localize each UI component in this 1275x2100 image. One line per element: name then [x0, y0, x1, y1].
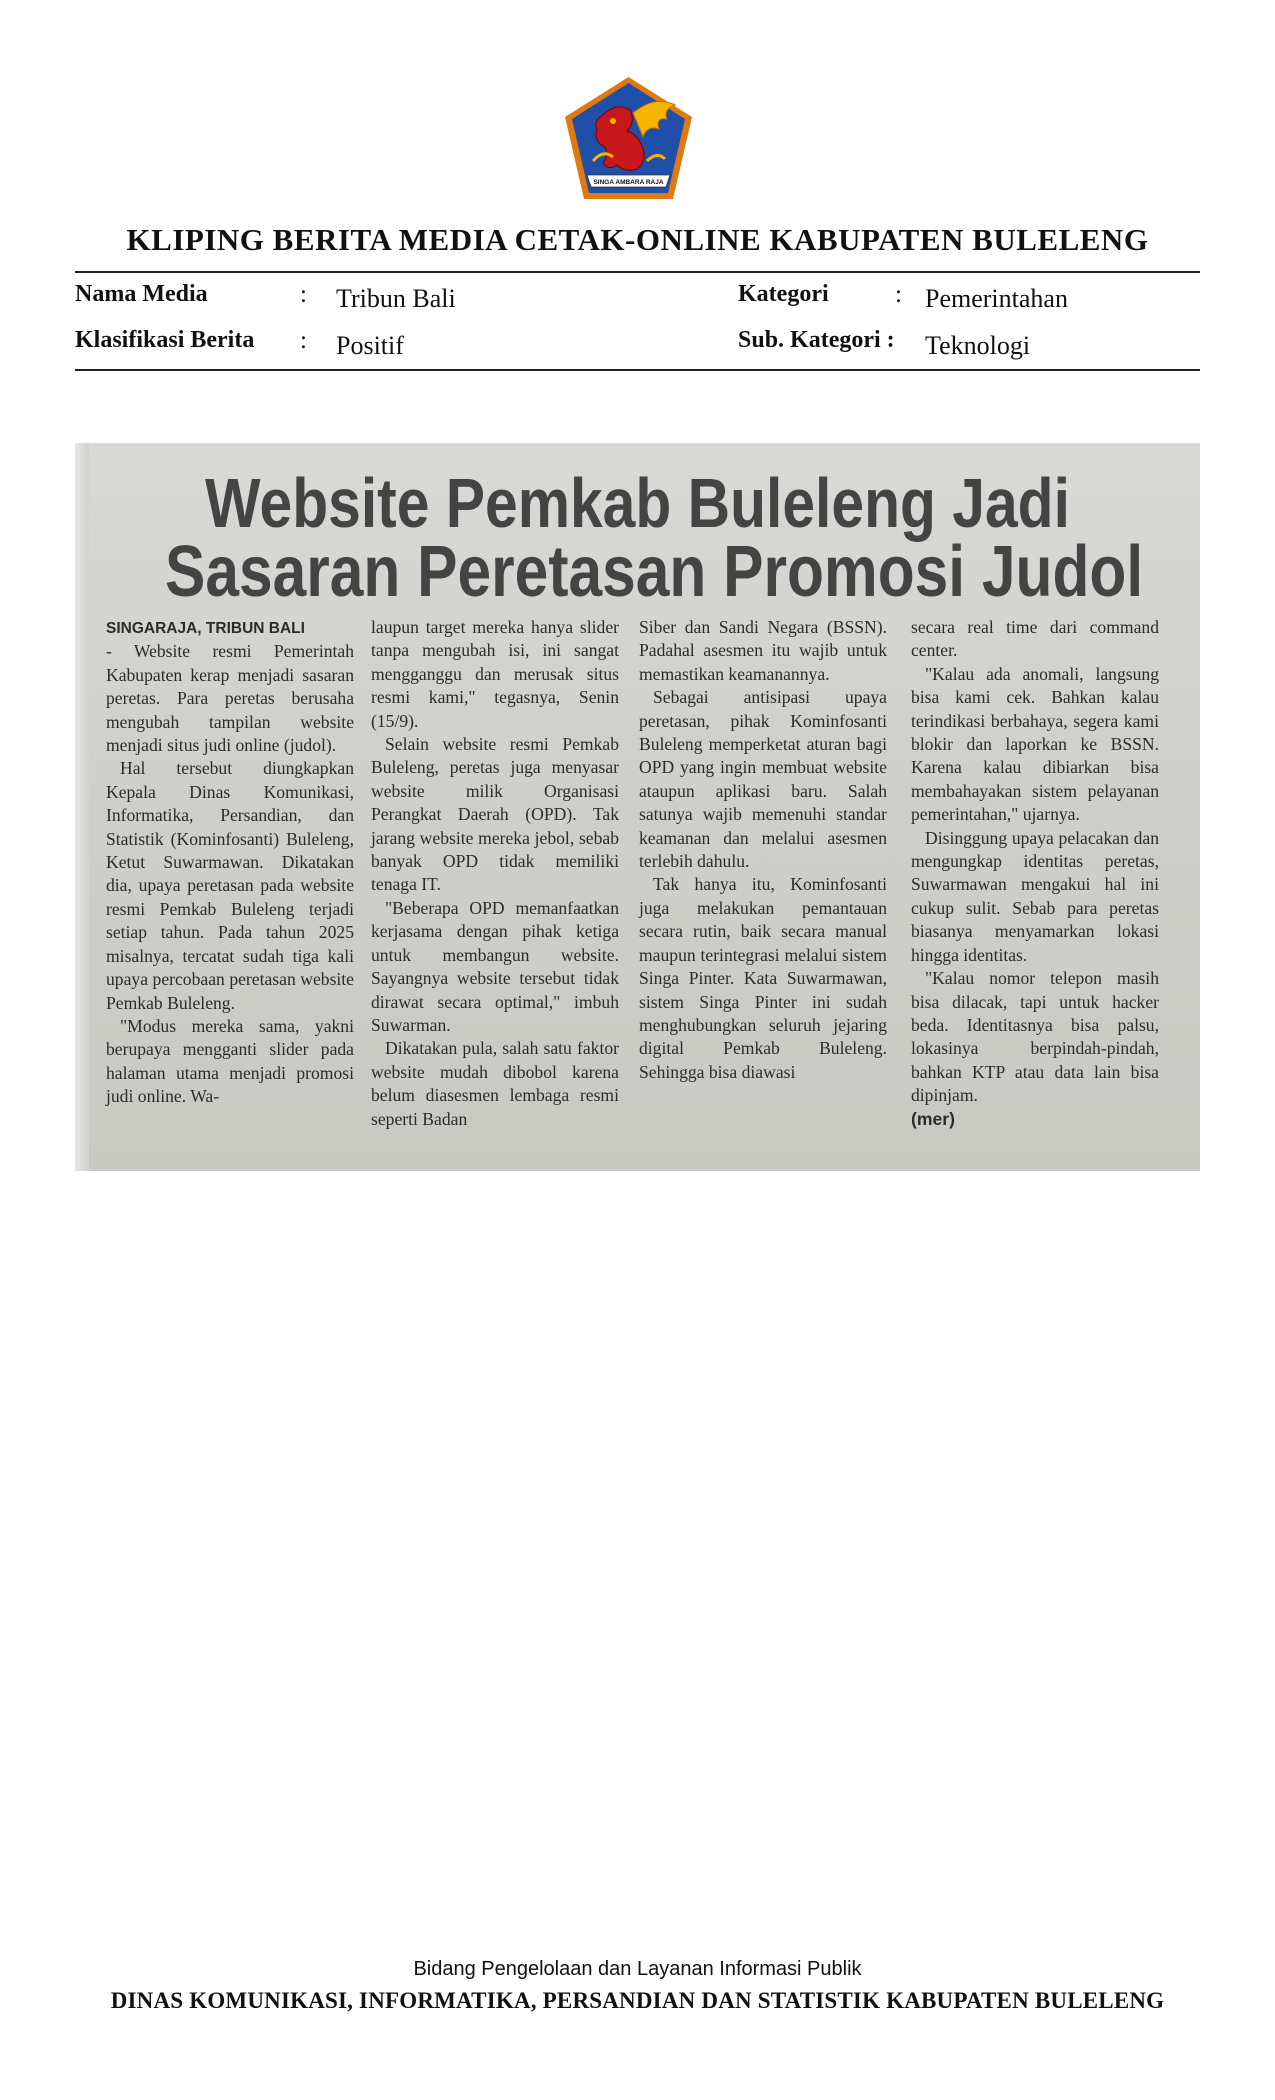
kategori-separator: :: [895, 281, 902, 308]
subkategori-value: Teknologi: [925, 331, 1031, 360]
article-paragraph: Hal tersebut diungkapkan Kepala Dinas Komunikasi, Informatika, Persandian, dan Statistik (Kominfosanti) Buleleng, Ketut Suwarmawan. Dikatakan dia, upaya peretasan pada website resmi Pemkab Buleleng terjadi setiap tahun. Pada tahun 2025 misalnya, tercatat sudah tiga kali upaya percobaan peretasan website Pemkab Buleleng.: [106, 758, 354, 1013]
klasifikasi-label: Klasifikasi Berita: [75, 327, 255, 353]
article-dateline: SINGARAJA, TRIBUN BALI: [106, 620, 305, 637]
media-value: Tribun Bali: [336, 284, 456, 313]
buleleng-crest-logo: [563, 75, 694, 201]
newspaper-clipping: [75, 443, 1200, 1171]
article-paragraph: "Kalau ada anomali, langsung bisa kami cek. Bahkan kalau terindikasi berbahaya, segera kami blokir dan laporkan ke BSSN. Karena kalau dibiarkan bisa membahayakan sistem pelayanan pemerintahan," ujarnya.: [911, 663, 1159, 825]
article-column-3: [639, 616, 887, 1084]
clipping-headline-line2: Sasaran Peretasan Promosi Judol: [165, 532, 1144, 612]
article-paragraph: Dikatakan pula, salah satu faktor website mudah dibobol karena belum diasesmen lembaga resmi seperti Badan: [371, 1038, 619, 1129]
article-paragraph: Siber dan Sandi Negara (BSSN). Padahal asesmen itu wajib untuk memastikan keamanannya.: [639, 617, 887, 684]
page-title: KLIPING BERITA MEDIA CETAK-ONLINE KABUPATEN BULELENG: [126, 222, 1149, 257]
klasifikasi-separator: :: [300, 327, 307, 354]
article-column-1: [106, 616, 354, 1109]
article-byline: (mer): [911, 1108, 955, 1129]
article-paragraph: - Website resmi Pemerintah Kabupaten kerap menjadi sasaran peretas. Para peretas berusaha mengubah tampilan website menjadi situs judi online (judol).: [106, 641, 354, 756]
article-paragraph: Disinggung upaya pelacakan dan mengungkap identitas peretas, Suwarmawan mengakui hal ini cukup sulit. Sebab para peretas biasanya menyamarkan lokasi hingga identitas.: [911, 827, 1159, 965]
article-column-2: [371, 616, 619, 1131]
clipping-headline-line1: Website Pemkab Buleleng Jadi: [205, 464, 1070, 542]
clipping-left-edge: [75, 443, 89, 1171]
footer-unit: Bidang Pengelolaan dan Layanan Informasi Publik: [413, 1958, 862, 1980]
article-paragraph: Sebagai antisipasi upaya peretasan, pihak Kominfosanti Buleleng memperketat aturan bagi OPD yang ingin membuat website ataupun aplikasi baru. Salah satunya wajib memenuhi standar keamanan dan melalui asesmen terlebih dahulu.: [639, 687, 887, 872]
article-paragraph: secara real time dari command center.: [911, 617, 1159, 661]
article-paragraph: "Modus mereka sama, yakni berupaya mengganti slider pada halaman utama menjadi promosi judi online. Wa-: [106, 1015, 354, 1107]
footer-agency: DINAS KOMUNIKASI, INFORMATIKA, PERSANDIAN DAN STATISTIK KABUPATEN BULELENG: [110, 1988, 1165, 2013]
klasifikasi-value: Positif: [336, 331, 404, 360]
article-paragraph: Selain website resmi Pemkab Buleleng, peretas juga menyasar website milik Organisasi Perangkat Daerah (OPD). Tak jarang website mereka jebol, sebab banyak OPD tidak memiliki tenaga IT.: [371, 734, 619, 895]
article-paragraph: Tak hanya itu, Kominfosanti juga melakukan pemantauan secara rutin, baik secara manual maupun terintegrasi melalui sistem Singa Pinter. Kata Suwarmawan, sistem Singa Pinter ini sudah menghubungkan seluruh jejaring digital Pemkab Buleleng. Sehingga bisa diawasi: [639, 874, 887, 1082]
media-label: Nama Media: [75, 281, 208, 307]
article-paragraph: laupun target mereka hanya slider tanpa mengubah isi, ini sangat mengganggu dan merusak situs resmi kami," tegasnya, Senin (15/9).: [371, 617, 619, 731]
kategori-value: Pemerintahan: [925, 284, 1068, 313]
kategori-label: Kategori: [738, 281, 829, 307]
header-divider-bottom: [75, 369, 1200, 371]
article-paragraph: "Kalau nomor telepon masih bisa dilacak, tapi untuk hacker beda. Identitasnya bisa palsu, lokasinya berpindah-pindah, bahkan KTP atau data lain bisa dipinjam.: [911, 968, 1159, 1106]
article-paragraph: "Beberapa OPD memanfaatkan kerjasama dengan pihak ketiga untuk membangun website. Sayangnya website tersebut tidak dirawat secara optimal," imbuh Suwarman.: [371, 897, 619, 1035]
crest-motto: SINGA AMBARA RAJA: [593, 179, 664, 186]
article-column-4: [911, 616, 1159, 1131]
media-separator: :: [300, 281, 307, 308]
subkategori-label: Sub. Kategori :: [738, 327, 895, 353]
header-divider-top: [75, 271, 1200, 273]
